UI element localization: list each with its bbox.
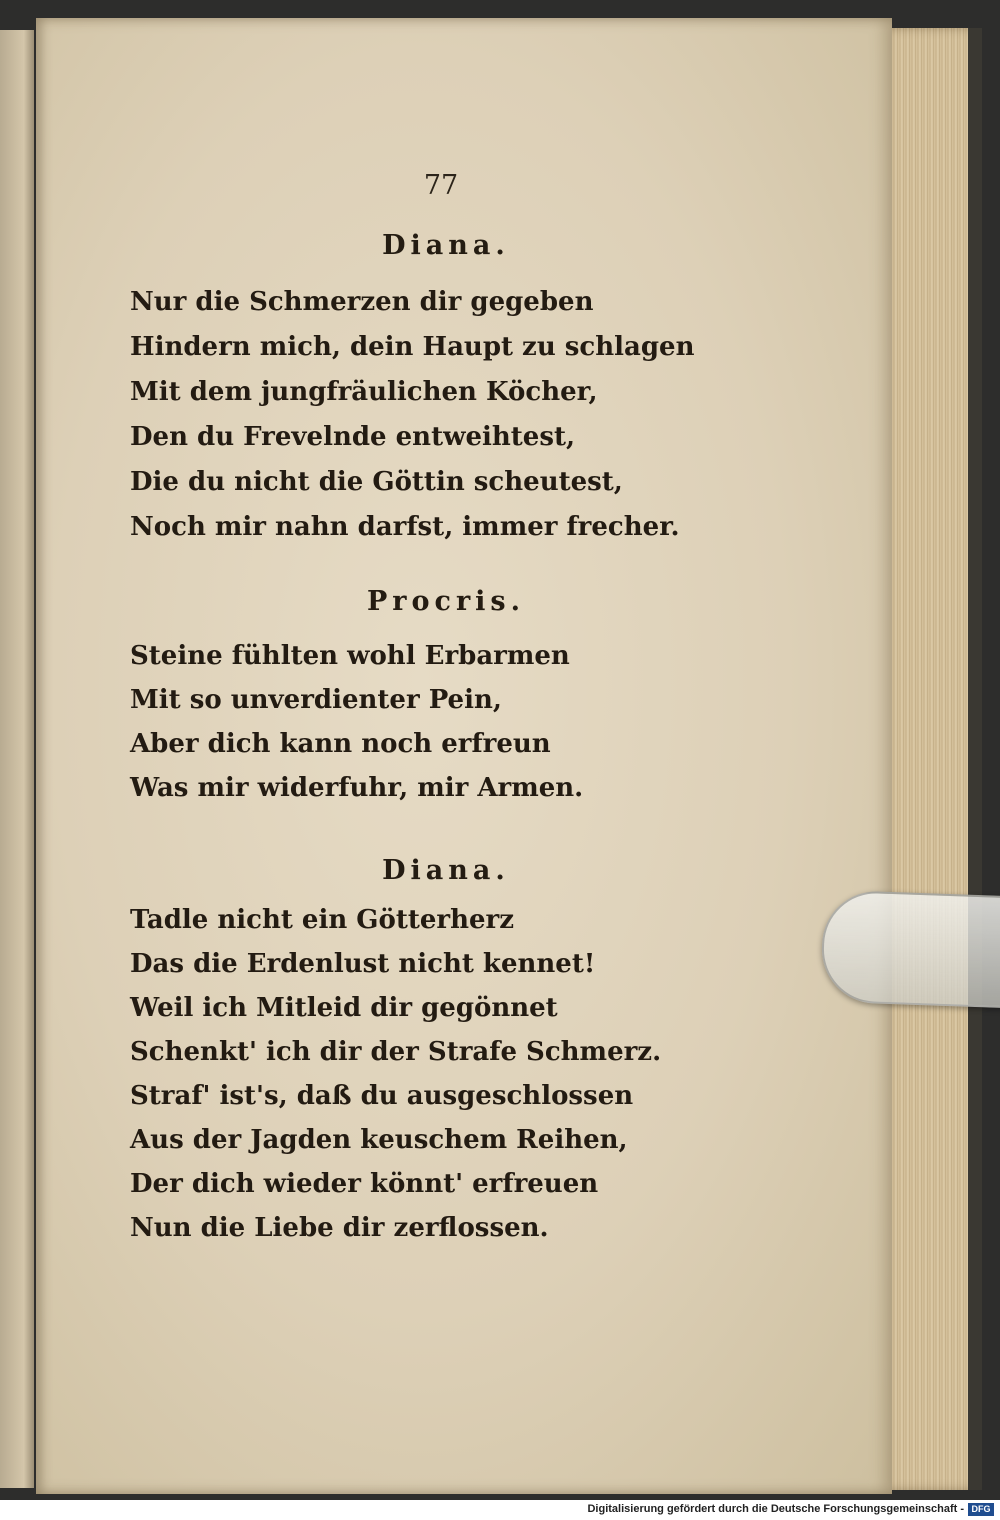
page-clip — [820, 890, 1000, 1009]
verse-line: Mit dem jungfräulichen Köcher, — [130, 377, 598, 407]
stanza — [130, 280, 695, 550]
speaker-heading: Diana. — [382, 855, 510, 886]
funding-credit: Digitalisierung gefördert durch die Deutsche Forschungsgemeinschaft - — [587, 1503, 964, 1515]
verse-line: Der dich wieder könnt' erfreuen — [130, 1169, 599, 1199]
verse-line: Die du nicht die Göttin scheutest, — [130, 467, 623, 497]
verse-line: Tadle nicht ein Götterherz — [130, 905, 515, 935]
page-block-edges — [880, 28, 982, 1490]
verse-line: Aber dich kann noch erfreun — [130, 729, 551, 759]
verse-line: Den du Frevelnde entweihtest, — [130, 422, 576, 452]
verse-line: Nun die Liebe dir zerflossen. — [130, 1213, 549, 1243]
verse-line: Noch mir nahn darfst, immer frecher. — [130, 512, 680, 542]
left-page-edge — [0, 30, 34, 1488]
verse-line: Weil ich Mitleid dir gegönnet — [130, 993, 558, 1023]
stanza — [130, 898, 661, 1250]
verse-line: Schenkt' ich dir der Strafe Schmerz. — [130, 1037, 662, 1067]
book-page — [36, 18, 892, 1494]
verse-line: Mit so unverdienter Pein, — [130, 685, 502, 715]
verse-line: Steine fühlten wohl Erbarmen — [130, 641, 570, 671]
page-number: 77 — [423, 170, 459, 201]
stanza — [130, 634, 583, 810]
dfg-logo: DFG — [968, 1503, 994, 1516]
verse-line: Straf' ist's, daß du ausgeschlossen — [130, 1081, 634, 1111]
footer-bar — [0, 1500, 1000, 1520]
speaker-heading: Procris. — [366, 586, 526, 617]
verse-line: Aus der Jagden keuschem Reihen, — [130, 1125, 628, 1155]
verse-line: Hindern mich, dein Haupt zu schlagen — [130, 332, 695, 362]
verse-line: Was mir widerfuhr, mir Armen. — [130, 773, 584, 803]
verse-line: Das die Erdenlust nicht kennet! — [130, 949, 596, 979]
speaker-heading: Diana. — [382, 230, 510, 261]
verse-line: Nur die Schmerzen dir gegeben — [130, 287, 594, 317]
